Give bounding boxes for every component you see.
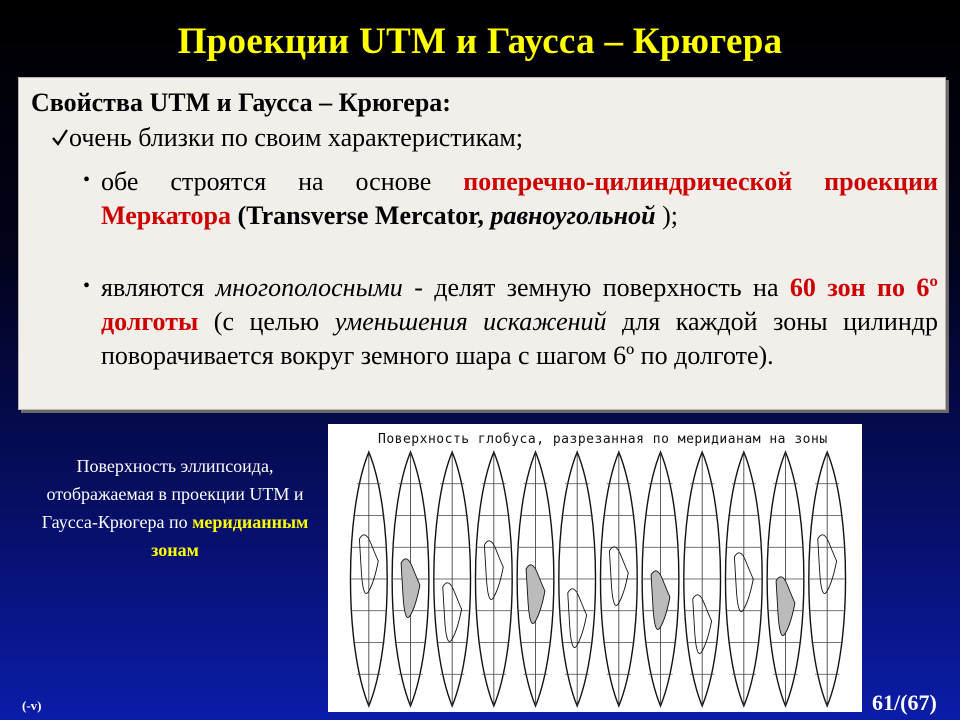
properties-panel	[18, 77, 946, 410]
globe-gore	[725, 452, 762, 706]
bullet2-italic-2: уменьшения искажений	[334, 307, 607, 336]
bullet1-emphasis: равноугольной	[490, 201, 656, 230]
bullet-item-1	[83, 165, 938, 233]
bullet1-text-b: (Transverse Mercator,	[231, 201, 491, 230]
bullet2-highlight: 60 зон по 6º долготы	[101, 273, 938, 336]
caption-emphasis: меридианным зонам	[151, 512, 309, 560]
globe-gore	[475, 452, 512, 706]
globe-gore	[517, 452, 554, 706]
bullet1-highlight: поперечно-цилиндрической проекции Меркатора	[101, 167, 939, 230]
panel-heading: Свойства UTM и Гаусса – Крюгера:	[31, 88, 451, 117]
bullet2-text-c: (с целью	[198, 307, 335, 336]
globe-gore	[600, 452, 637, 706]
globe-gore	[559, 452, 596, 706]
globe-gores-drawing	[328, 424, 862, 712]
globe-gore	[809, 452, 846, 706]
figure-caption	[30, 452, 320, 564]
globe-gore	[392, 452, 429, 706]
bullet-icon: •	[83, 169, 91, 191]
caption-text: Поверхность эллипсоида, отображаемая в проекции UTM и Гаусса-Крюгера по	[41, 456, 304, 532]
globe-gore	[350, 452, 387, 706]
globe-gore	[767, 452, 804, 706]
slide-title: Проекции UTM и Гаусса – Крюгера	[177, 21, 783, 62]
figure-title: Поверхность глобуса, разрезанная по меридианам на зоны	[378, 432, 828, 447]
bullet2-text-a: являются	[101, 273, 216, 302]
check-item-text: очень близки по своим характеристикам;	[69, 123, 524, 152]
page-number: 61/(67)	[872, 690, 937, 715]
bullet-icon: •	[83, 275, 91, 297]
check-icon	[51, 123, 69, 153]
globe-gore	[434, 452, 471, 706]
globe-gore	[684, 452, 721, 706]
bullet-item-2	[83, 271, 938, 373]
bullet2-text-d: для каждой зоны цилиндр поворачивается вокруг земного шара с шагом 6º по долготе).	[101, 307, 938, 370]
bullet1-text-c: );	[655, 201, 678, 230]
bullet2-italic-1: многополосными	[215, 273, 403, 302]
globe-gores-figure	[328, 424, 862, 712]
globe-gore	[642, 452, 679, 706]
footer-version: (-v)	[22, 698, 42, 713]
check-item	[51, 123, 523, 153]
bullet1-text-a: обе строятся на основе	[101, 167, 464, 196]
bullet2-text-b: - делят земную поверхность на	[402, 273, 790, 302]
